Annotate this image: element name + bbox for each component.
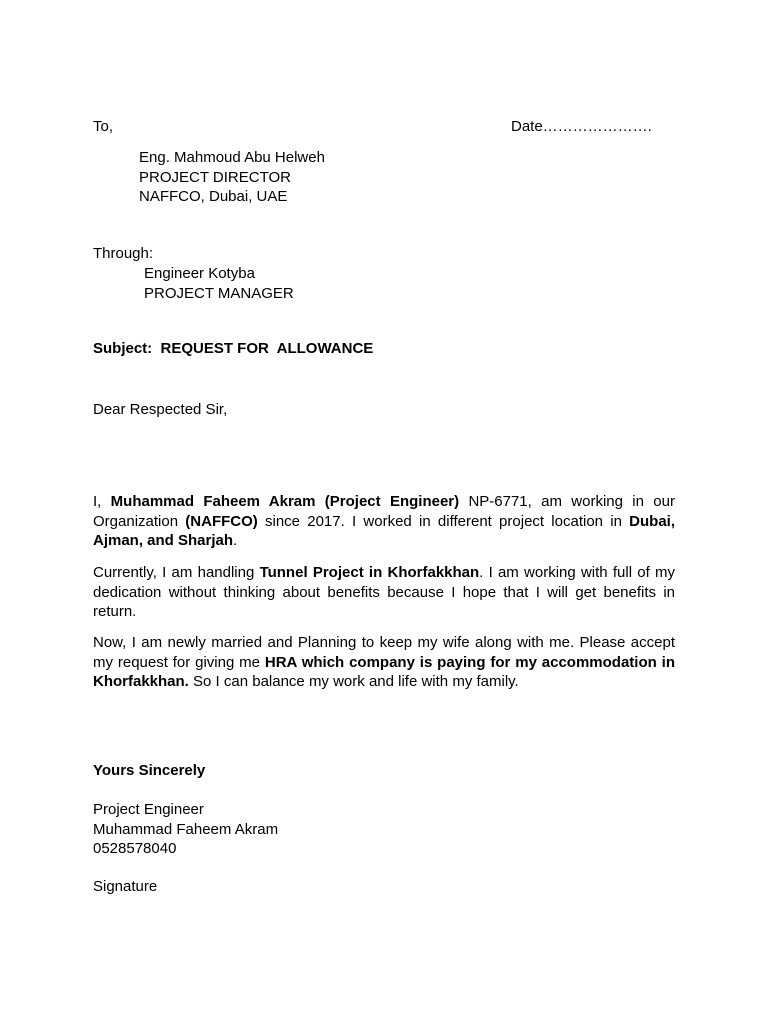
sender-block (93, 800, 278, 859)
recipient-title: PROJECT DIRECTOR (139, 168, 291, 186)
p2-text-1: Currently, I am handling (93, 564, 260, 581)
date-field: Date…………………. (511, 118, 652, 135)
sender-title: Project Engineer (93, 801, 204, 818)
p1-text-2: NP-6771, am working in our Organization (93, 493, 675, 530)
recipient-org: NAFFCO, Dubai, UAE (139, 188, 288, 205)
body-paragraph-1 (93, 492, 675, 551)
p3-text-2: So I can balance my work and life with my family. (188, 673, 519, 690)
p3-text-1: Now, I am newly married and Planning to keep my wife along with me. Please accept my request for giving me (93, 634, 675, 671)
closing-text: Yours Sincerely (93, 762, 206, 779)
p1-text-1: I, (93, 493, 111, 510)
p2-bold-project: Tunnel Project in Khorfakkhan (259, 564, 480, 581)
recipient-name: Eng. Mahmoud Abu Helweh (139, 149, 325, 166)
p1-bold-locations: Dubai, Ajman, and Sharjah (93, 512, 675, 549)
through-title: PROJECT MANAGER (144, 284, 294, 302)
salutation: Dear Respected Sir, (93, 401, 228, 418)
p1-text-4: . (233, 532, 238, 549)
body-paragraph-3 (93, 633, 675, 692)
p3-bold-request: HRA which company is paying for my accommodation in Khorfakkhan. (93, 653, 675, 690)
sender-name: Muhammad Faheem Akram (93, 820, 279, 838)
through-name: Engineer Kotyba (144, 265, 255, 282)
to-label: To, (93, 118, 114, 135)
recipient-block (139, 148, 325, 207)
body-paragraph-2 (93, 563, 675, 622)
p1-bold-org: (NAFFCO) (185, 512, 258, 530)
through-block (144, 264, 294, 303)
signature-label: Signature (93, 878, 158, 895)
p1-bold-name: Muhammad Faheem Akram (Project Engineer) (110, 493, 460, 510)
subject-line: Subject: REQUEST FOR ALLOWANCE (93, 340, 374, 357)
p2-text-2: . I am working with full of my dedication without thinking about benefits because I hope that I will get benefits in return. (93, 564, 675, 620)
through-label: Through: (93, 245, 154, 262)
sender-phone: 0528578040 (93, 840, 177, 857)
p1-text-3: since 2017. I worked in different project location in (257, 512, 630, 530)
